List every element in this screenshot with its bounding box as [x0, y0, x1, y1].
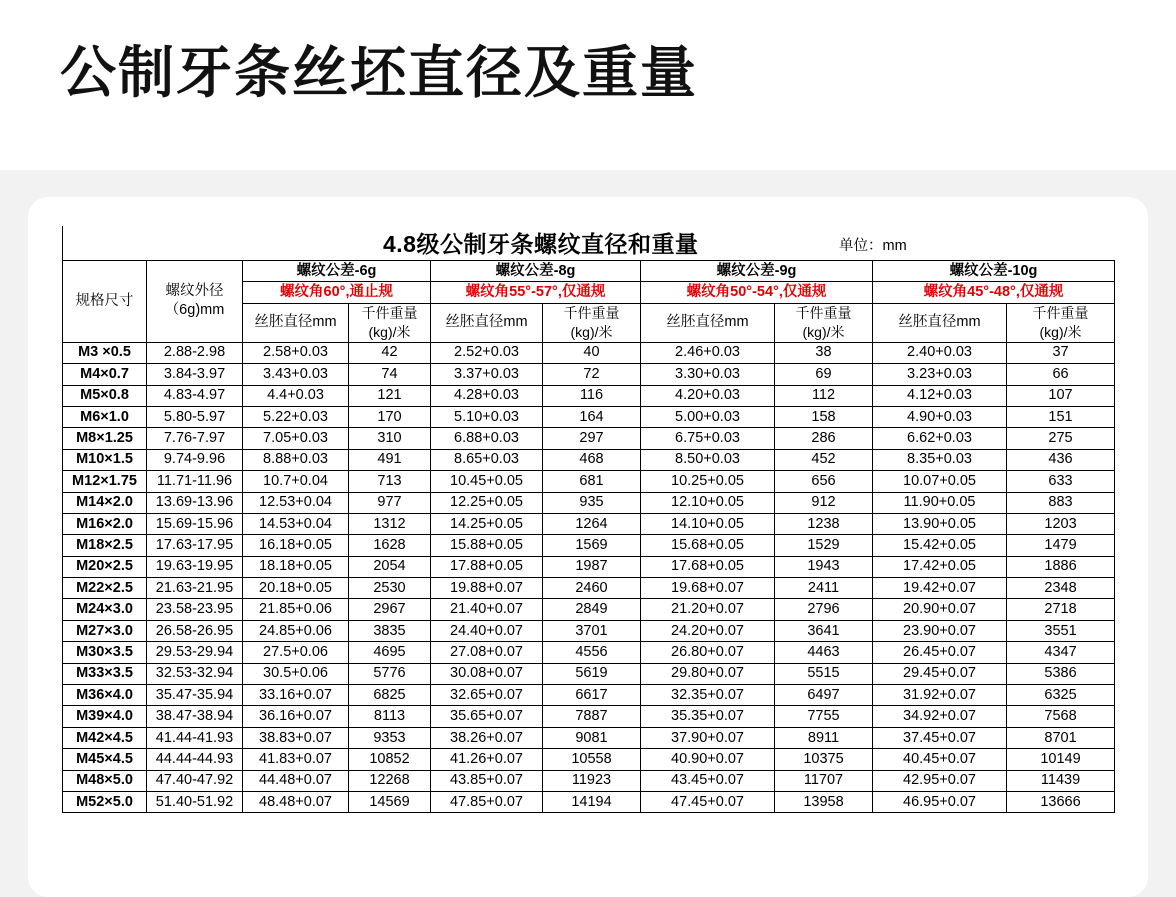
cell-weight-9g: 8911	[775, 727, 873, 748]
cell-dia-8g: 15.88+0.05	[431, 535, 543, 556]
cell-weight-9g: 10375	[775, 749, 873, 770]
cell-dia-10g: 17.42+0.05	[873, 556, 1007, 577]
table-row	[63, 492, 1115, 513]
cell-dia-10g: 20.90+0.07	[873, 599, 1007, 620]
outer-diameter-label-line1: 螺纹外径	[165, 283, 224, 300]
cell-dia-8g: 4.28+0.03	[431, 385, 543, 406]
cell-weight-8g: 2849	[543, 599, 641, 620]
cell-dia-10g: 31.92+0.07	[873, 685, 1007, 706]
cell-weight-10g: 11439	[1007, 770, 1115, 791]
cell-weight-9g: 158	[775, 406, 873, 427]
cell-weight-6g: 1628	[349, 535, 431, 556]
cell-spec: M22×2.5	[63, 578, 147, 599]
table-row	[63, 406, 1115, 427]
cell-spec: M52×5.0	[63, 791, 147, 812]
cell-dia-9g: 37.90+0.07	[641, 727, 775, 748]
cell-weight-9g: 452	[775, 449, 873, 470]
cell-dia-8g: 43.85+0.07	[431, 770, 543, 791]
cell-dia-10g: 10.07+0.05	[873, 471, 1007, 492]
cell-weight-8g: 3701	[543, 620, 641, 641]
cell-dia-8g: 8.65+0.03	[431, 449, 543, 470]
cell-weight-6g: 2054	[349, 556, 431, 577]
group-note-6g: 螺纹角60°,通止规	[243, 282, 431, 303]
cell-dia-6g: 48.48+0.07	[243, 791, 349, 812]
cell-spec: M24×3.0	[63, 599, 147, 620]
cell-weight-6g: 4695	[349, 642, 431, 663]
cell-dia-8g: 19.88+0.07	[431, 578, 543, 599]
cell-dia-8g: 3.37+0.03	[431, 364, 543, 385]
group-note-10g: 螺纹角45°-48°,仅通规	[873, 282, 1115, 303]
cell-dia-9g: 40.90+0.07	[641, 749, 775, 770]
cell-outer-diameter: 7.76-7.97	[147, 428, 243, 449]
page-header	[0, 0, 1176, 170]
cell-dia-10g: 3.23+0.03	[873, 364, 1007, 385]
cell-weight-8g: 1264	[543, 513, 641, 534]
cell-weight-10g: 1886	[1007, 556, 1115, 577]
table-row	[63, 620, 1115, 641]
cell-dia-8g: 12.25+0.05	[431, 492, 543, 513]
cell-spec: M10×1.5	[63, 449, 147, 470]
cell-dia-9g: 29.80+0.07	[641, 663, 775, 684]
cell-weight-10g: 2718	[1007, 599, 1115, 620]
cell-spec: M14×2.0	[63, 492, 147, 513]
cell-dia-9g: 21.20+0.07	[641, 599, 775, 620]
cell-dia-6g: 30.5+0.06	[243, 663, 349, 684]
cell-weight-10g: 8701	[1007, 727, 1115, 748]
cell-dia-6g: 2.58+0.03	[243, 342, 349, 363]
cell-dia-10g: 34.92+0.07	[873, 706, 1007, 727]
cell-outer-diameter: 38.47-38.94	[147, 706, 243, 727]
weight-label-line1: 千件重量	[563, 304, 620, 321]
spec-table	[62, 226, 1115, 813]
cell-outer-diameter: 11.71-11.96	[147, 471, 243, 492]
cell-outer-diameter: 51.40-51.92	[147, 791, 243, 812]
cell-weight-9g: 1529	[775, 535, 873, 556]
cell-outer-diameter: 21.63-21.95	[147, 578, 243, 599]
cell-weight-8g: 9081	[543, 727, 641, 748]
cell-outer-diameter: 13.69-13.96	[147, 492, 243, 513]
cell-dia-9g: 6.75+0.03	[641, 428, 775, 449]
cell-dia-9g: 26.80+0.07	[641, 642, 775, 663]
cell-dia-9g: 5.00+0.03	[641, 406, 775, 427]
cell-dia-10g: 23.90+0.07	[873, 620, 1007, 641]
col-header-outer-diameter	[147, 261, 243, 343]
cell-weight-8g: 10558	[543, 749, 641, 770]
weight-label-line2: (kg)/米	[368, 323, 411, 340]
sub-header-dia: 丝胚直径mm	[431, 303, 543, 342]
cell-weight-10g: 436	[1007, 449, 1115, 470]
cell-dia-8g: 30.08+0.07	[431, 663, 543, 684]
group-header-8g: 螺纹公差-8g	[431, 261, 641, 282]
cell-weight-9g: 6497	[775, 685, 873, 706]
cell-dia-9g: 47.45+0.07	[641, 791, 775, 812]
cell-dia-6g: 8.88+0.03	[243, 449, 349, 470]
sub-header-dia: 丝胚直径mm	[873, 303, 1007, 342]
cell-weight-10g: 275	[1007, 428, 1115, 449]
cell-spec: M45×4.5	[63, 749, 147, 770]
cell-dia-8g: 24.40+0.07	[431, 620, 543, 641]
cell-dia-6g: 7.05+0.03	[243, 428, 349, 449]
cell-dia-8g: 17.88+0.05	[431, 556, 543, 577]
cell-weight-10g: 107	[1007, 385, 1115, 406]
cell-weight-9g: 38	[775, 342, 873, 363]
cell-dia-6g: 27.5+0.06	[243, 642, 349, 663]
cell-dia-8g: 38.26+0.07	[431, 727, 543, 748]
cell-spec: M33×3.5	[63, 663, 147, 684]
cell-weight-8g: 40	[543, 342, 641, 363]
table-row	[63, 556, 1115, 577]
cell-spec: M42×4.5	[63, 727, 147, 748]
cell-weight-6g: 8113	[349, 706, 431, 727]
cell-dia-6g: 5.22+0.03	[243, 406, 349, 427]
cell-dia-6g: 14.53+0.04	[243, 513, 349, 534]
cell-dia-8g: 2.52+0.03	[431, 342, 543, 363]
cell-dia-6g: 33.16+0.07	[243, 685, 349, 706]
cell-weight-6g: 977	[349, 492, 431, 513]
cell-dia-9g: 32.35+0.07	[641, 685, 775, 706]
cell-dia-10g: 37.45+0.07	[873, 727, 1007, 748]
cell-weight-8g: 7887	[543, 706, 641, 727]
cell-weight-8g: 72	[543, 364, 641, 385]
cell-dia-6g: 10.7+0.04	[243, 471, 349, 492]
cell-spec: M48×5.0	[63, 770, 147, 791]
cell-dia-10g: 4.12+0.03	[873, 385, 1007, 406]
cell-weight-10g: 4347	[1007, 642, 1115, 663]
cell-dia-10g: 40.45+0.07	[873, 749, 1007, 770]
cell-dia-10g: 2.40+0.03	[873, 342, 1007, 363]
group-header-6g: 螺纹公差-6g	[243, 261, 431, 282]
group-header-row	[63, 261, 1115, 282]
cell-dia-6g: 36.16+0.07	[243, 706, 349, 727]
cell-dia-9g: 12.10+0.05	[641, 492, 775, 513]
table-row	[63, 642, 1115, 663]
outer-diameter-label-line2: （6g)mm	[164, 302, 225, 319]
cell-outer-diameter: 19.63-19.95	[147, 556, 243, 577]
cell-dia-9g: 19.68+0.07	[641, 578, 775, 599]
weight-label-line2: (kg)/米	[1039, 323, 1082, 340]
cell-weight-9g: 286	[775, 428, 873, 449]
cell-weight-8g: 11923	[543, 770, 641, 791]
cell-weight-10g: 3551	[1007, 620, 1115, 641]
weight-label-line1: 千件重量	[1032, 304, 1089, 321]
group-note-8g: 螺纹角55°-57°,仅通规	[431, 282, 641, 303]
cell-weight-6g: 74	[349, 364, 431, 385]
spec-sheet	[62, 226, 1114, 813]
table-row	[63, 749, 1115, 770]
cell-weight-8g: 14194	[543, 791, 641, 812]
cell-weight-9g: 13958	[775, 791, 873, 812]
cell-dia-6g: 4.4+0.03	[243, 385, 349, 406]
cell-outer-diameter: 17.63-17.95	[147, 535, 243, 556]
cell-weight-8g: 935	[543, 492, 641, 513]
cell-spec: M8×1.25	[63, 428, 147, 449]
sub-header-weight	[775, 303, 873, 342]
cell-dia-6g: 21.85+0.06	[243, 599, 349, 620]
cell-weight-9g: 912	[775, 492, 873, 513]
cell-weight-6g: 10852	[349, 749, 431, 770]
cell-outer-diameter: 23.58-23.95	[147, 599, 243, 620]
page-title: 公制牙条丝坯直径及重量	[60, 41, 698, 106]
cell-weight-8g: 468	[543, 449, 641, 470]
cell-weight-9g: 5515	[775, 663, 873, 684]
group-header-10g: 螺纹公差-10g	[873, 261, 1115, 282]
cell-weight-6g: 121	[349, 385, 431, 406]
cell-weight-10g: 151	[1007, 406, 1115, 427]
table-row	[63, 791, 1115, 812]
cell-dia-6g: 24.85+0.06	[243, 620, 349, 641]
cell-outer-diameter: 35.47-35.94	[147, 685, 243, 706]
cell-weight-9g: 1238	[775, 513, 873, 534]
weight-label-line1: 千件重量	[361, 304, 418, 321]
cell-weight-8g: 164	[543, 406, 641, 427]
cell-spec: M20×2.5	[63, 556, 147, 577]
cell-dia-8g: 14.25+0.05	[431, 513, 543, 534]
cell-dia-9g: 43.45+0.07	[641, 770, 775, 791]
cell-dia-10g: 13.90+0.05	[873, 513, 1007, 534]
sub-header-weight	[543, 303, 641, 342]
cell-weight-6g: 14569	[349, 791, 431, 812]
weight-label-line1: 千件重量	[795, 304, 852, 321]
cell-weight-9g: 2411	[775, 578, 873, 599]
cell-dia-8g: 27.08+0.07	[431, 642, 543, 663]
cell-outer-diameter: 41.44-41.93	[147, 727, 243, 748]
cell-dia-10g: 15.42+0.05	[873, 535, 1007, 556]
table-row	[63, 578, 1115, 599]
cell-weight-8g: 4556	[543, 642, 641, 663]
cell-weight-8g: 1987	[543, 556, 641, 577]
cell-dia-10g: 19.42+0.07	[873, 578, 1007, 599]
cell-weight-10g: 5386	[1007, 663, 1115, 684]
cell-dia-8g: 21.40+0.07	[431, 599, 543, 620]
cell-dia-10g: 46.95+0.07	[873, 791, 1007, 812]
table-row	[63, 513, 1115, 534]
cell-weight-6g: 2530	[349, 578, 431, 599]
cell-dia-8g: 41.26+0.07	[431, 749, 543, 770]
cell-weight-6g: 1312	[349, 513, 431, 534]
cell-outer-diameter: 15.69-15.96	[147, 513, 243, 534]
cell-weight-10g: 37	[1007, 342, 1115, 363]
cell-spec: M3 ×0.5	[63, 342, 147, 363]
table-row	[63, 599, 1115, 620]
table-row	[63, 663, 1115, 684]
cell-dia-6g: 44.48+0.07	[243, 770, 349, 791]
cell-weight-10g: 13666	[1007, 791, 1115, 812]
cell-weight-8g: 5619	[543, 663, 641, 684]
cell-weight-6g: 491	[349, 449, 431, 470]
cell-weight-8g: 116	[543, 385, 641, 406]
cell-outer-diameter: 5.80-5.97	[147, 406, 243, 427]
cell-dia-10g: 29.45+0.07	[873, 663, 1007, 684]
cell-dia-6g: 20.18+0.05	[243, 578, 349, 599]
col-header-spec: 规格尺寸	[63, 261, 147, 343]
cell-dia-6g: 38.83+0.07	[243, 727, 349, 748]
cell-dia-10g: 42.95+0.07	[873, 770, 1007, 791]
cell-weight-6g: 42	[349, 342, 431, 363]
cell-weight-6g: 6825	[349, 685, 431, 706]
sub-header-weight	[349, 303, 431, 342]
cell-dia-9g: 8.50+0.03	[641, 449, 775, 470]
cell-weight-8g: 681	[543, 471, 641, 492]
cell-outer-diameter: 3.84-3.97	[147, 364, 243, 385]
cell-dia-10g: 4.90+0.03	[873, 406, 1007, 427]
cell-weight-8g: 1569	[543, 535, 641, 556]
cell-weight-6g: 5776	[349, 663, 431, 684]
cell-weight-6g: 12268	[349, 770, 431, 791]
cell-dia-9g: 4.20+0.03	[641, 385, 775, 406]
cell-dia-9g: 17.68+0.05	[641, 556, 775, 577]
sheet-title: 4.8级公制牙条螺纹直径和重量	[383, 231, 699, 257]
cell-weight-10g: 10149	[1007, 749, 1115, 770]
sub-header-dia: 丝胚直径mm	[641, 303, 775, 342]
table-row	[63, 428, 1115, 449]
cell-dia-8g: 47.85+0.07	[431, 791, 543, 812]
title-row	[63, 226, 1115, 261]
cell-dia-6g: 16.18+0.05	[243, 535, 349, 556]
cell-spec: M12×1.75	[63, 471, 147, 492]
table-row	[63, 770, 1115, 791]
cell-outer-diameter: 29.53-29.94	[147, 642, 243, 663]
cell-dia-10g: 8.35+0.03	[873, 449, 1007, 470]
cell-weight-6g: 170	[349, 406, 431, 427]
cell-outer-diameter: 32.53-32.94	[147, 663, 243, 684]
cell-spec: M16×2.0	[63, 513, 147, 534]
cell-spec: M39×4.0	[63, 706, 147, 727]
cell-weight-10g: 633	[1007, 471, 1115, 492]
cell-weight-9g: 11707	[775, 770, 873, 791]
cell-dia-9g: 2.46+0.03	[641, 342, 775, 363]
title-cell	[63, 226, 1115, 261]
cell-dia-9g: 14.10+0.05	[641, 513, 775, 534]
cell-outer-diameter: 4.83-4.97	[147, 385, 243, 406]
cell-weight-9g: 4463	[775, 642, 873, 663]
cell-weight-10g: 1479	[1007, 535, 1115, 556]
cell-dia-6g: 3.43+0.03	[243, 364, 349, 385]
cell-dia-10g: 6.62+0.03	[873, 428, 1007, 449]
cell-dia-6g: 12.53+0.04	[243, 492, 349, 513]
cell-dia-8g: 6.88+0.03	[431, 428, 543, 449]
table-row	[63, 342, 1115, 363]
cell-dia-9g: 3.30+0.03	[641, 364, 775, 385]
cell-dia-10g: 26.45+0.07	[873, 642, 1007, 663]
cell-outer-diameter: 9.74-9.96	[147, 449, 243, 470]
cell-outer-diameter: 2.88-2.98	[147, 342, 243, 363]
cell-weight-10g: 7568	[1007, 706, 1115, 727]
cell-spec: M27×3.0	[63, 620, 147, 641]
cell-weight-6g: 713	[349, 471, 431, 492]
table-row	[63, 706, 1115, 727]
cell-outer-diameter: 26.58-26.95	[147, 620, 243, 641]
sub-header-dia: 丝胚直径mm	[243, 303, 349, 342]
cell-weight-10g: 883	[1007, 492, 1115, 513]
table-row	[63, 364, 1115, 385]
cell-weight-10g: 1203	[1007, 513, 1115, 534]
cell-weight-9g: 1943	[775, 556, 873, 577]
sub-header-weight	[1007, 303, 1115, 342]
table-row	[63, 449, 1115, 470]
cell-weight-6g: 310	[349, 428, 431, 449]
cell-spec: M6×1.0	[63, 406, 147, 427]
cell-dia-10g: 11.90+0.05	[873, 492, 1007, 513]
cell-weight-9g: 112	[775, 385, 873, 406]
cell-dia-6g: 18.18+0.05	[243, 556, 349, 577]
table-row	[63, 471, 1115, 492]
cell-dia-9g: 24.20+0.07	[641, 620, 775, 641]
cell-outer-diameter: 44.44-44.93	[147, 749, 243, 770]
cell-spec: M4×0.7	[63, 364, 147, 385]
cell-weight-6g: 9353	[349, 727, 431, 748]
cell-spec: M36×4.0	[63, 685, 147, 706]
cell-dia-9g: 35.35+0.07	[641, 706, 775, 727]
cell-spec: M5×0.8	[63, 385, 147, 406]
cell-dia-8g: 32.65+0.07	[431, 685, 543, 706]
table-row	[63, 685, 1115, 706]
group-header-9g: 螺纹公差-9g	[641, 261, 873, 282]
weight-label-line2: (kg)/米	[570, 323, 613, 340]
weight-label-line2: (kg)/米	[802, 323, 845, 340]
cell-weight-9g: 656	[775, 471, 873, 492]
cell-weight-9g: 2796	[775, 599, 873, 620]
cell-weight-9g: 69	[775, 364, 873, 385]
table-row	[63, 727, 1115, 748]
cell-weight-10g: 2348	[1007, 578, 1115, 599]
cell-dia-6g: 41.83+0.07	[243, 749, 349, 770]
cell-dia-9g: 10.25+0.05	[641, 471, 775, 492]
cell-weight-6g: 2967	[349, 599, 431, 620]
table-row	[63, 535, 1115, 556]
cell-weight-8g: 2460	[543, 578, 641, 599]
cell-dia-9g: 15.68+0.05	[641, 535, 775, 556]
group-note-9g: 螺纹角50°-54°,仅通规	[641, 282, 873, 303]
cell-weight-8g: 6617	[543, 685, 641, 706]
cell-weight-6g: 3835	[349, 620, 431, 641]
cell-dia-8g: 10.45+0.05	[431, 471, 543, 492]
cell-outer-diameter: 47.40-47.92	[147, 770, 243, 791]
cell-weight-9g: 3641	[775, 620, 873, 641]
cell-dia-8g: 35.65+0.07	[431, 706, 543, 727]
table-row	[63, 385, 1115, 406]
cell-spec: M18×2.5	[63, 535, 147, 556]
cell-weight-10g: 6325	[1007, 685, 1115, 706]
cell-weight-9g: 7755	[775, 706, 873, 727]
cell-weight-8g: 297	[543, 428, 641, 449]
cell-weight-10g: 66	[1007, 364, 1115, 385]
cell-spec: M30×3.5	[63, 642, 147, 663]
cell-dia-8g: 5.10+0.03	[431, 406, 543, 427]
unit-label: 单位：mm	[839, 238, 907, 254]
